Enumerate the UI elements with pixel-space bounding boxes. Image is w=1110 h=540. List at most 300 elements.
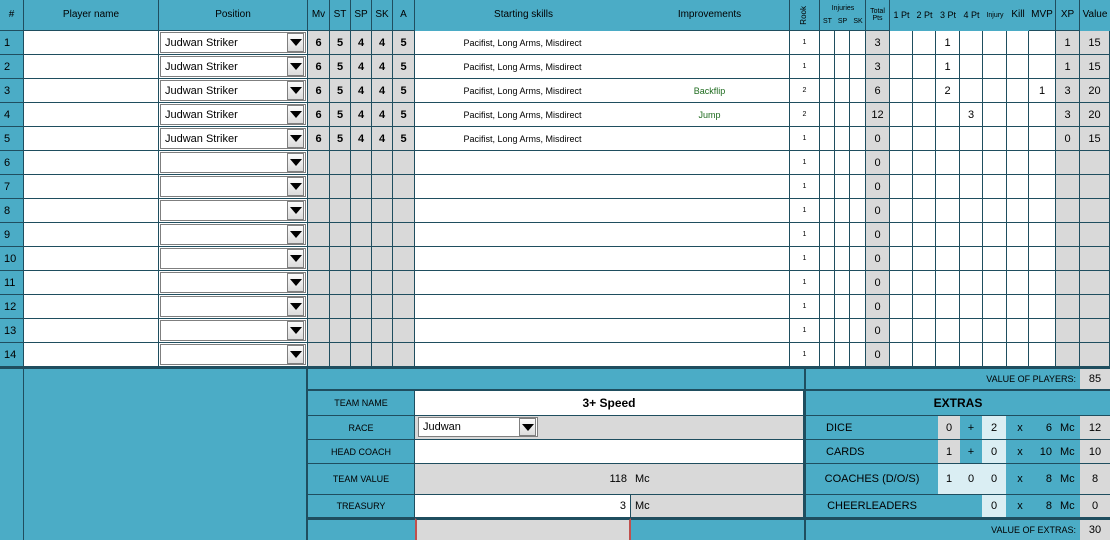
pt1-cell[interactable] [890,151,913,175]
col-header-a: A [393,0,415,31]
position-select[interactable] [160,296,306,317]
pt4-cell[interactable]: 3 [960,103,983,127]
kill-cell[interactable] [1007,103,1029,127]
pt3-cell[interactable] [936,127,960,151]
injury-cell[interactable] [983,55,1007,79]
kill-cell[interactable] [1007,295,1029,319]
a-cell [393,247,415,271]
extras-count-c[interactable]: 0 [982,495,1006,518]
position-dropdown[interactable] [159,151,308,175]
inj-sp-cell[interactable] [835,151,850,175]
inj-sk-cell[interactable] [850,223,866,247]
injury-cell[interactable] [983,223,1007,247]
player-name-field[interactable] [24,247,159,271]
pt1-cell[interactable] [890,103,913,127]
a-cell: 5 [393,79,415,103]
chevron-down-icon[interactable] [287,177,304,196]
inj-sp-cell[interactable] [835,79,850,103]
improvements-cell[interactable] [630,319,790,343]
inj-sk-cell[interactable] [850,343,866,367]
pt2-cell[interactable] [913,151,936,175]
team-logo-area[interactable] [24,369,308,540]
improvements-cell[interactable] [630,55,790,79]
xp-cell [1056,271,1080,295]
inj-sp-cell[interactable] [835,247,850,271]
chevron-down-icon[interactable] [287,297,304,316]
position-dropdown[interactable] [159,343,308,367]
position-dropdown[interactable] [159,271,308,295]
player-name-field[interactable] [24,127,159,151]
pt1-cell[interactable] [890,55,913,79]
rook-cell: 1 [790,343,820,367]
position-dropdown[interactable] [159,127,308,151]
row-num: 12 [0,295,24,319]
extras-unit: Mc [1056,464,1080,495]
inj-sk-cell[interactable] [850,199,866,223]
a-cell [393,343,415,367]
pt4-cell[interactable] [960,31,983,55]
table-row [0,343,1110,367]
player-name-field[interactable] [24,55,159,79]
table-row [0,199,1110,223]
treasury-field[interactable]: 3 [415,495,631,518]
position-select[interactable] [160,200,306,221]
inj-st-cell[interactable] [820,55,835,79]
pt4-cell[interactable] [960,247,983,271]
rook-cell: 1 [790,295,820,319]
a-cell: 5 [393,55,415,79]
pt3-cell[interactable] [936,343,960,367]
team-value-unit: Mc [635,473,650,485]
pt2-cell[interactable] [913,55,936,79]
pt2-cell[interactable] [913,127,936,151]
improvements-cell[interactable] [630,295,790,319]
improvements-cell[interactable] [630,223,790,247]
pt2-cell[interactable] [913,223,936,247]
player-name-field[interactable] [24,295,159,319]
extras-count-a[interactable] [938,495,960,518]
table-row [0,151,1110,175]
row-num: 3 [0,79,24,103]
col-header-sk: SK [372,0,393,31]
inj-sp-cell[interactable] [835,127,850,151]
mvp-cell[interactable] [1029,199,1056,223]
mvp-cell[interactable] [1029,55,1056,79]
improvements-cell[interactable] [630,151,790,175]
chevron-down-icon[interactable] [287,105,304,124]
position-dropdown[interactable] [159,223,308,247]
pt3-cell[interactable]: 1 [936,55,960,79]
inj-sp-cell[interactable] [835,175,850,199]
kill-cell[interactable] [1007,31,1029,55]
pt1-cell[interactable] [890,127,913,151]
team-name-field[interactable]: 3+ Speed [415,391,804,416]
chevron-down-icon[interactable] [287,153,304,172]
player-name-field[interactable] [24,79,159,103]
xp-cell: 3 [1056,79,1080,103]
pt2-cell[interactable] [913,199,936,223]
injury-cell[interactable] [983,127,1007,151]
rook-cell: 1 [790,271,820,295]
race-cell [415,416,804,440]
bottom-spacer-mid [415,518,631,540]
pt4-cell[interactable] [960,319,983,343]
row-num: 10 [0,247,24,271]
total-pts-cell: 0 [866,175,890,199]
pt4-cell[interactable] [960,271,983,295]
kill-cell[interactable] [1007,343,1029,367]
inj-st-cell[interactable] [820,199,835,223]
inj-sk-cell[interactable] [850,247,866,271]
sk-cell [372,199,393,223]
pt4-cell[interactable] [960,175,983,199]
row-num: 11 [0,271,24,295]
inj-st-cell[interactable] [820,343,835,367]
injury-cell[interactable] [983,319,1007,343]
pt2-cell[interactable] [913,79,936,103]
injury-cell[interactable] [983,343,1007,367]
inj-sp-cell[interactable] [835,343,850,367]
position-value: Judwan Striker [165,60,238,73]
mvp-cell[interactable] [1029,127,1056,151]
kill-cell[interactable] [1007,199,1029,223]
inj-sk-cell[interactable] [850,175,866,199]
pt3-cell[interactable] [936,103,960,127]
pt3-cell[interactable]: 1 [936,31,960,55]
improvements-cell[interactable] [630,343,790,367]
extras-plus [960,495,982,518]
pt3-cell[interactable] [936,223,960,247]
st-cell [330,271,351,295]
value-cell [1080,199,1110,223]
position-dropdown[interactable] [159,31,308,55]
pt2-cell[interactable] [913,295,936,319]
times-sign: x [1006,464,1034,495]
pt4-cell[interactable] [960,199,983,223]
kill-cell[interactable] [1007,223,1029,247]
player-name-field[interactable] [24,199,159,223]
inj-st-cell[interactable] [820,223,835,247]
improvements-cell[interactable] [630,271,790,295]
pt3-cell[interactable]: 2 [936,79,960,103]
position-select[interactable] [160,32,306,53]
position-dropdown[interactable] [159,79,308,103]
pt3-cell[interactable] [936,319,960,343]
total-pts-cell: 0 [866,199,890,223]
pt2-cell[interactable] [913,175,936,199]
st-cell [330,223,351,247]
inj-st-cell[interactable] [820,31,835,55]
position-select[interactable] [160,272,306,293]
player-name-field[interactable] [24,343,159,367]
kill-cell[interactable] [1007,127,1029,151]
mvp-cell[interactable] [1029,151,1056,175]
extras-price: 6 [1034,416,1056,440]
table-row [0,319,1110,343]
pt2-cell[interactable] [913,319,936,343]
pt3-cell[interactable] [936,295,960,319]
inj-sk-cell[interactable] [850,271,866,295]
inj-sk-cell[interactable] [850,55,866,79]
injuries-label: Injuries [831,5,855,13]
starting-skills-cell [415,151,630,175]
pt1-cell[interactable] [890,319,913,343]
inj-sk-cell[interactable] [850,79,866,103]
improvements-cell[interactable] [630,175,790,199]
position-select[interactable] [160,344,306,365]
position-dropdown[interactable] [159,103,308,127]
mvp-cell[interactable] [1029,343,1056,367]
player-name-field[interactable] [24,271,159,295]
extras-count-b[interactable]: 0 [960,464,982,495]
pt2-cell[interactable] [913,343,936,367]
bottom-spacer-right [631,518,804,540]
injury-cell[interactable] [983,31,1007,55]
rook-label: Rook [799,5,809,25]
bottom-left-strip [0,369,24,540]
player-name-field[interactable] [24,151,159,175]
col-header-num: # [0,0,24,31]
position-select[interactable] [160,224,306,245]
position-select[interactable] [160,128,306,149]
extras-label: CARDS [804,440,938,464]
inj-st-cell[interactable] [820,295,835,319]
head-coach-field[interactable] [415,440,804,464]
chevron-down-icon[interactable] [287,345,304,364]
chevron-down-icon[interactable] [287,249,304,268]
kill-cell[interactable] [1007,175,1029,199]
inj-sp-cell[interactable] [835,103,850,127]
position-select[interactable] [160,152,306,173]
injury-cell[interactable] [983,79,1007,103]
pt4-cell[interactable] [960,295,983,319]
value-cell: 15 [1080,127,1110,151]
extras-price: 8 [1034,464,1056,495]
player-name-field[interactable] [24,175,159,199]
player-name-field[interactable] [24,319,159,343]
a-cell [393,223,415,247]
mvp-cell[interactable] [1029,319,1056,343]
position-dropdown[interactable] [159,175,308,199]
pt1-cell[interactable] [890,343,913,367]
inj-st-cell[interactable] [820,103,835,127]
position-select[interactable] [160,248,306,269]
improvements-cell[interactable] [630,127,790,151]
injury-cell[interactable] [983,199,1007,223]
mvp-cell[interactable] [1029,175,1056,199]
mv-cell: 6 [308,127,330,151]
pt1-cell[interactable] [890,199,913,223]
pt1-cell[interactable] [890,271,913,295]
mvp-cell[interactable] [1029,247,1056,271]
mv-cell: 6 [308,103,330,127]
inj-sp-cell[interactable] [835,319,850,343]
chevron-down-icon[interactable] [287,201,304,220]
inj-sk-cell[interactable] [850,103,866,127]
mvp-cell[interactable] [1029,103,1056,127]
pt4-cell[interactable] [960,55,983,79]
inj-st-cell[interactable] [820,127,835,151]
inj-sp-cell[interactable] [835,271,850,295]
bottom-spacer-left [308,518,415,540]
value-of-players: 85 [1080,369,1110,391]
pt1-cell[interactable] [890,79,913,103]
improvements-cell[interactable] [630,31,790,55]
inj-st-cell[interactable] [820,271,835,295]
value-of-extras: 30 [1080,518,1110,540]
pt2-cell[interactable] [913,247,936,271]
inj-st-cell[interactable] [820,151,835,175]
chevron-down-icon[interactable] [287,129,304,148]
position-select[interactable] [160,176,306,197]
value-cell [1080,151,1110,175]
kill-cell[interactable] [1007,79,1029,103]
xp-cell [1056,175,1080,199]
position-dropdown[interactable] [159,55,308,79]
extras-count-a[interactable]: 1 [938,440,960,464]
injury-cell[interactable] [983,247,1007,271]
chevron-down-icon[interactable] [287,321,304,340]
total-pts-cell: 0 [866,271,890,295]
col-header-st: ST [330,0,351,31]
inj-sk-cell[interactable] [850,319,866,343]
kill-cell[interactable] [1007,247,1029,271]
improvements-cell[interactable] [630,199,790,223]
race-dropdown[interactable] [418,417,538,437]
position-value [161,321,165,340]
extras-count-a[interactable]: 0 [938,416,960,440]
inj-st-cell[interactable] [820,175,835,199]
starting-skills-cell [415,247,630,271]
sp-cell [351,343,372,367]
position-dropdown[interactable] [159,199,308,223]
times-sign: x [1006,416,1034,440]
sp-cell [351,199,372,223]
col-header-mv: Mv [308,0,330,31]
pt1-cell[interactable] [890,223,913,247]
kill-cell[interactable] [1007,55,1029,79]
position-select[interactable] [160,104,306,125]
pt3-cell[interactable] [936,175,960,199]
pt4-cell[interactable] [960,223,983,247]
team-value-label: TEAM VALUE [308,464,415,495]
player-name-field[interactable] [24,31,159,55]
chevron-down-icon[interactable] [287,225,304,244]
pt4-cell[interactable] [960,127,983,151]
chevron-down-icon[interactable] [287,57,304,76]
mvp-cell[interactable] [1029,31,1056,55]
extras-count-a[interactable]: 1 [938,464,960,495]
improvements-cell[interactable] [630,247,790,271]
col-header-improvements: Improvements [630,0,790,31]
kill-cell[interactable] [1007,151,1029,175]
chevron-down-icon[interactable] [287,33,304,52]
position-value [161,153,165,172]
inj-sp-cell[interactable] [835,295,850,319]
injury-cell[interactable] [983,175,1007,199]
pt1-cell[interactable] [890,295,913,319]
mvp-cell[interactable] [1029,223,1056,247]
sk-cell [372,343,393,367]
starting-skills-cell [415,223,630,247]
extras-plus: + [960,440,982,464]
injury-cell[interactable] [983,103,1007,127]
total-pts-cell: 0 [866,343,890,367]
extras-count-c[interactable]: 0 [982,440,1006,464]
rook-cell: 1 [790,247,820,271]
pt3-cell[interactable] [936,151,960,175]
extras-count-c[interactable]: 0 [982,464,1006,495]
pt3-cell[interactable] [936,271,960,295]
inj-sk-cell[interactable] [850,151,866,175]
team-header-strip [308,369,804,391]
pt1-cell[interactable] [890,247,913,271]
value-cell [1080,343,1110,367]
inj-st-cell[interactable] [820,79,835,103]
player-name-field[interactable] [24,103,159,127]
times-sign: x [1006,440,1034,464]
pt4-cell[interactable] [960,343,983,367]
chevron-down-icon[interactable] [287,273,304,292]
kill-cell[interactable] [1007,319,1029,343]
player-name-field[interactable] [24,223,159,247]
inj-sp-cell[interactable] [835,55,850,79]
pt3-cell[interactable] [936,199,960,223]
table-row [0,247,1110,271]
mvp-cell[interactable]: 1 [1029,79,1056,103]
inj-st-cell[interactable] [820,247,835,271]
injury-cell[interactable] [983,271,1007,295]
position-select[interactable] [160,80,306,101]
inj-sp-cell[interactable] [835,31,850,55]
injury-cell[interactable] [983,295,1007,319]
pt4-cell[interactable] [960,79,983,103]
mvp-cell[interactable] [1029,271,1056,295]
position-select[interactable] [160,56,306,77]
mvp-cell[interactable] [1029,295,1056,319]
position-select[interactable] [160,320,306,341]
inj-sk-cell[interactable] [850,127,866,151]
pt4-cell[interactable] [960,151,983,175]
position-dropdown[interactable] [159,295,308,319]
pt2-cell[interactable] [913,271,936,295]
extras-label: DICE [804,416,938,440]
improvements-cell[interactable]: Backflip [630,79,790,103]
inj-st-cell[interactable] [820,319,835,343]
rook-cell: 1 [790,223,820,247]
pt2-cell[interactable] [913,31,936,55]
position-dropdown[interactable] [159,319,308,343]
position-dropdown[interactable] [159,247,308,271]
pt3-cell[interactable] [936,247,960,271]
kill-cell[interactable] [1007,271,1029,295]
inj-sp-cell[interactable] [835,223,850,247]
pt1-cell[interactable] [890,175,913,199]
inj-sk-cell[interactable] [850,31,866,55]
pt1-cell[interactable] [890,31,913,55]
chevron-down-icon[interactable] [287,81,304,100]
inj-sp-cell[interactable] [835,199,850,223]
pt2-cell[interactable] [913,103,936,127]
chevron-down-icon[interactable] [519,418,536,436]
a-cell [393,151,415,175]
inj-sk-cell[interactable] [850,295,866,319]
improvements-cell[interactable]: Jump [630,103,790,127]
injury-cell[interactable] [983,151,1007,175]
mv-cell: 6 [308,79,330,103]
sk-cell [372,223,393,247]
extras-count-c[interactable]: 2 [982,416,1006,440]
